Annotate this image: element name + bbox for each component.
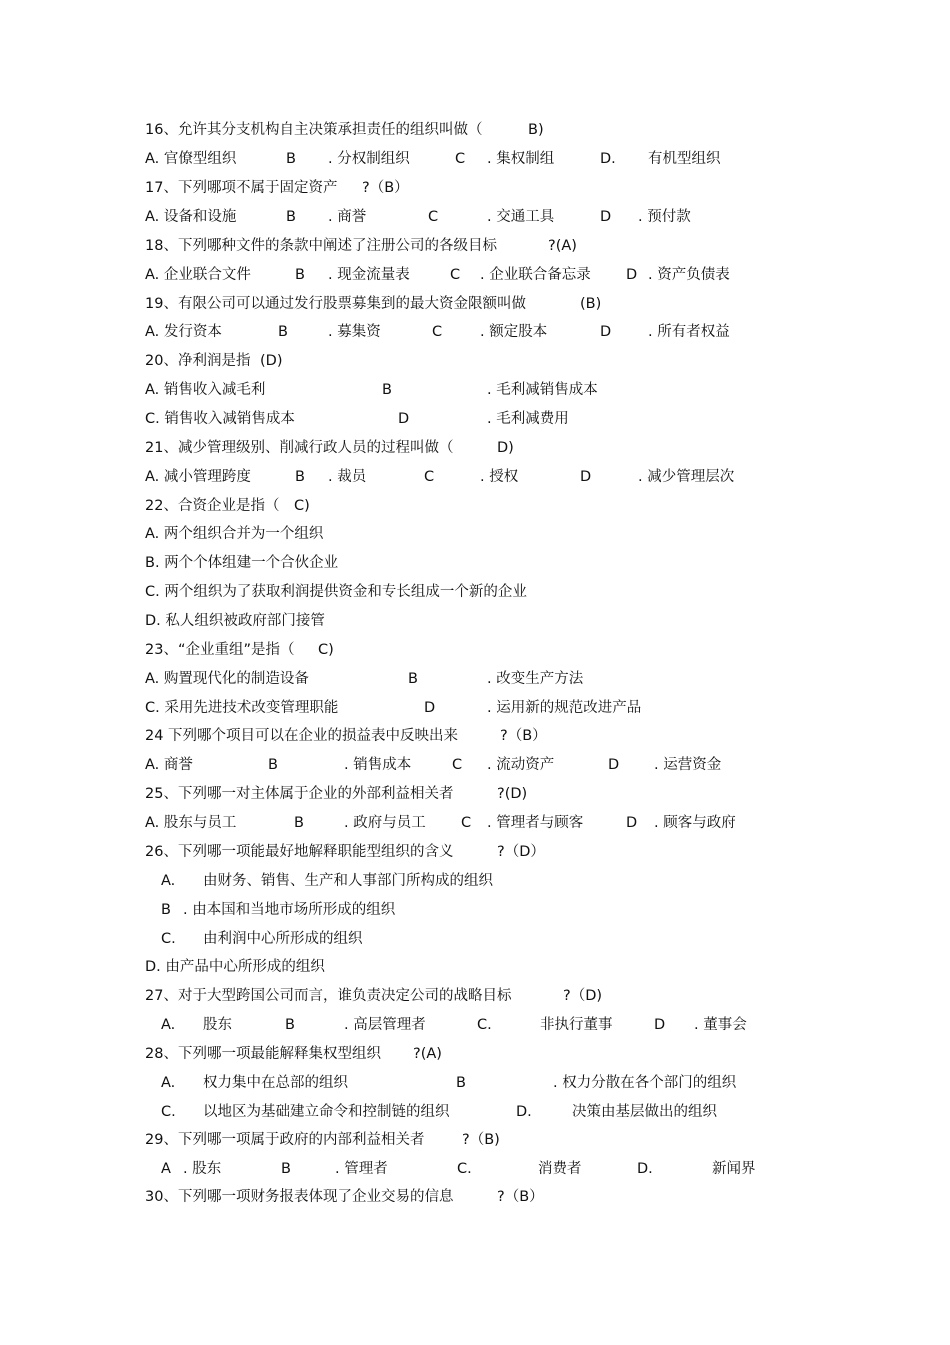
option-text: . 现金流量表	[328, 267, 410, 283]
option-text: C. 两个组织为了获取利润提供资金和专长组成一个新的企业	[145, 584, 527, 600]
option-line	[0, 205, 950, 229]
option-text: B. 两个个体组建一个合伙企业	[145, 555, 339, 571]
question-text: ?（B）	[497, 1189, 544, 1205]
option-line	[0, 609, 950, 633]
option-line	[0, 147, 950, 171]
option-text: A. 购置现代化的制造设备	[145, 671, 309, 687]
option-text: . 资产负债表	[648, 267, 730, 283]
option-text: B	[278, 324, 288, 340]
option-text: C	[455, 151, 466, 167]
question-text: ?（D)	[563, 988, 603, 1004]
option-line	[0, 1100, 950, 1124]
question-text: B)	[528, 122, 544, 138]
option-text: . 预付款	[638, 209, 691, 225]
option-text: A.	[161, 873, 176, 889]
option-text: . 顾客与政府	[654, 815, 736, 831]
question-line	[0, 494, 950, 518]
option-text: D	[600, 324, 612, 340]
question-text: ?(A)	[413, 1046, 442, 1062]
question-text: (B)	[580, 296, 602, 312]
question-line	[0, 724, 950, 748]
question-text: ?（B）	[500, 728, 547, 744]
option-text: . 运营资金	[654, 757, 722, 773]
question-text: D)	[497, 440, 514, 456]
option-text: 权力集中在总部的组织	[203, 1075, 348, 1091]
option-text: . 运用新的规范改进产品	[487, 700, 642, 716]
option-text: B	[286, 151, 296, 167]
option-text: D. 私人组织被政府部门接管	[145, 613, 325, 629]
option-text: . 交通工具	[487, 209, 555, 225]
question-text: 21、减少管理级别、削减行政人员的过程叫做（	[145, 440, 454, 456]
question-text: 17、下列哪项不属于固定资产	[145, 180, 338, 196]
option-text: A. 官僚型组织	[145, 151, 237, 167]
option-text: D. 由产品中心所形成的组织	[145, 959, 325, 975]
option-line	[0, 465, 950, 489]
question-line	[0, 118, 950, 142]
option-text: C	[461, 815, 472, 831]
option-text: . 高层管理者	[344, 1017, 426, 1033]
option-text: C	[432, 324, 443, 340]
option-text: . 权力分散在各个部门的组织	[553, 1075, 737, 1091]
option-text: . 毛利减费用	[487, 411, 569, 427]
option-text: B	[268, 757, 278, 773]
option-line	[0, 378, 950, 402]
question-text: 23、“企业重组”是指（	[145, 642, 295, 658]
question-line	[0, 436, 950, 460]
option-line	[0, 696, 950, 720]
question-text: 18、下列哪种文件的条款中阐述了注册公司的各级目标	[145, 238, 497, 254]
option-text: . 募集资	[328, 324, 381, 340]
option-text: 决策由基层做出的组织	[572, 1104, 717, 1120]
option-text: A. 设备和设施	[145, 209, 237, 225]
option-text: 由利润中心所形成的组织	[203, 931, 363, 947]
question-text: 30、下列哪一项财务报表体现了企业交易的信息	[145, 1189, 454, 1205]
option-text: 非执行董事	[540, 1017, 613, 1033]
option-line	[0, 580, 950, 604]
question-line	[0, 349, 950, 373]
option-text: B	[281, 1161, 291, 1177]
question-text: ?(A)	[548, 238, 577, 254]
question-text: 22、合资企业是指（	[145, 498, 280, 514]
question-text: 25、下列哪一对主体属于企业的外部利益相关者	[145, 786, 454, 802]
option-text: . 董事会	[694, 1017, 747, 1033]
option-text: 有机型组织	[648, 151, 721, 167]
question-text: 24 下列哪个项目可以在企业的损益表中反映出来	[145, 728, 459, 744]
option-text: . 授权	[480, 469, 519, 485]
option-text: . 企业联合备忘录	[480, 267, 591, 283]
question-line	[0, 176, 950, 200]
option-text: C	[450, 267, 461, 283]
option-text: B	[161, 902, 171, 918]
option-text: . 额定股本	[480, 324, 548, 340]
question-line	[0, 292, 950, 316]
question-text: C)	[318, 642, 334, 658]
option-text: D.	[637, 1161, 653, 1177]
option-line	[0, 1013, 950, 1037]
question-line	[0, 1042, 950, 1066]
option-line	[0, 407, 950, 431]
option-text: . 管理者	[335, 1161, 388, 1177]
option-text: A. 两个组织合并为一个组织	[145, 526, 324, 542]
option-text: C.	[477, 1017, 492, 1033]
option-text: C. 销售收入减销售成本	[145, 411, 295, 427]
option-line	[0, 667, 950, 691]
option-text: . 毛利减销售成本	[487, 382, 598, 398]
option-text: D	[600, 209, 612, 225]
option-text: B	[294, 815, 304, 831]
question-text: 19、有限公司可以通过发行股票募集到的最大资金限额叫做	[145, 296, 526, 312]
question-text: ?（D）	[497, 844, 545, 860]
option-text: . 政府与员工	[344, 815, 426, 831]
option-text: . 流动资产	[487, 757, 555, 773]
option-text: D	[424, 700, 436, 716]
option-text: C.	[161, 931, 176, 947]
question-line	[0, 782, 950, 806]
option-line	[0, 1157, 950, 1181]
question-text: 27、对于大型跨国公司而言，谁负责决定公司的战略目标	[145, 988, 512, 1004]
option-text: . 所有者权益	[648, 324, 730, 340]
option-text: . 股东	[183, 1161, 222, 1177]
option-text: B	[408, 671, 418, 687]
option-text: . 由本国和当地市场所形成的组织	[183, 902, 396, 918]
option-text: . 集权制组	[487, 151, 555, 167]
question-text: 29、下列哪一项属于政府的内部利益相关者	[145, 1132, 425, 1148]
option-text: A. 销售收入减毛利	[145, 382, 266, 398]
option-line	[0, 1071, 950, 1095]
option-line	[0, 522, 950, 546]
option-text: C.	[457, 1161, 472, 1177]
option-text: A.	[161, 1075, 176, 1091]
option-line	[0, 551, 950, 575]
option-text: A. 股东与员工	[145, 815, 237, 831]
option-text: . 改变生产方法	[487, 671, 584, 687]
option-line	[0, 927, 950, 951]
question-line	[0, 638, 950, 662]
option-line	[0, 263, 950, 287]
option-text: B	[286, 209, 296, 225]
option-text: A	[161, 1161, 171, 1177]
option-text: D	[580, 469, 592, 485]
option-text: B	[382, 382, 392, 398]
option-text: A. 减小管理跨度	[145, 469, 251, 485]
option-text: A. 商誉	[145, 757, 193, 773]
option-line	[0, 898, 950, 922]
option-text: D.	[600, 151, 616, 167]
option-text: . 减少管理层次	[638, 469, 735, 485]
option-text: . 裁员	[328, 469, 367, 485]
question-line	[0, 234, 950, 258]
question-line	[0, 1128, 950, 1152]
option-text: . 销售成本	[344, 757, 412, 773]
option-text: D	[626, 267, 638, 283]
question-line	[0, 840, 950, 864]
question-line	[0, 1185, 950, 1209]
option-text: B	[295, 267, 305, 283]
option-text: 新闻界	[712, 1161, 756, 1177]
option-text: 由财务、销售、生产和人事部门所构成的组织	[203, 873, 493, 889]
option-line	[0, 811, 950, 835]
option-text: D	[608, 757, 620, 773]
option-text: . 商誉	[328, 209, 367, 225]
option-text: D	[626, 815, 638, 831]
option-line	[0, 955, 950, 979]
option-line	[0, 869, 950, 893]
question-text: 20、净利润是指	[145, 353, 251, 369]
option-text: 消费者	[538, 1161, 582, 1177]
option-text: A. 发行资本	[145, 324, 222, 340]
option-text: C. 采用先进技术改变管理职能	[145, 700, 339, 716]
question-text: ?(D)	[497, 786, 528, 802]
option-line	[0, 320, 950, 344]
option-text: C	[424, 469, 435, 485]
option-text: D	[398, 411, 410, 427]
question-text: ?（B)	[462, 1132, 500, 1148]
option-text: . 管理者与顾客	[487, 815, 584, 831]
option-text: . 分权制组织	[328, 151, 410, 167]
option-text: A. 企业联合文件	[145, 267, 251, 283]
question-text: C)	[294, 498, 310, 514]
option-text: B	[456, 1075, 466, 1091]
option-text: B	[295, 469, 305, 485]
question-text: (D)	[260, 353, 283, 369]
option-text: 以地区为基础建立命令和控制链的组织	[203, 1104, 450, 1120]
option-text: 股东	[203, 1017, 232, 1033]
option-text: A.	[161, 1017, 176, 1033]
option-text: D.	[516, 1104, 532, 1120]
option-text: C	[428, 209, 439, 225]
option-text: C.	[161, 1104, 176, 1120]
question-text: 16、允许其分支机构自主决策承担责任的组织叫做（	[145, 122, 483, 138]
option-text: B	[285, 1017, 295, 1033]
option-text: C	[452, 757, 463, 773]
option-line	[0, 753, 950, 777]
option-text: D	[654, 1017, 666, 1033]
question-text: ?（B）	[362, 180, 409, 196]
question-text: 26、下列哪一项能最好地解释职能型组织的含义	[145, 844, 454, 860]
question-line	[0, 984, 950, 1008]
question-text: 28、下列哪一项最能解释集权型组织	[145, 1046, 381, 1062]
